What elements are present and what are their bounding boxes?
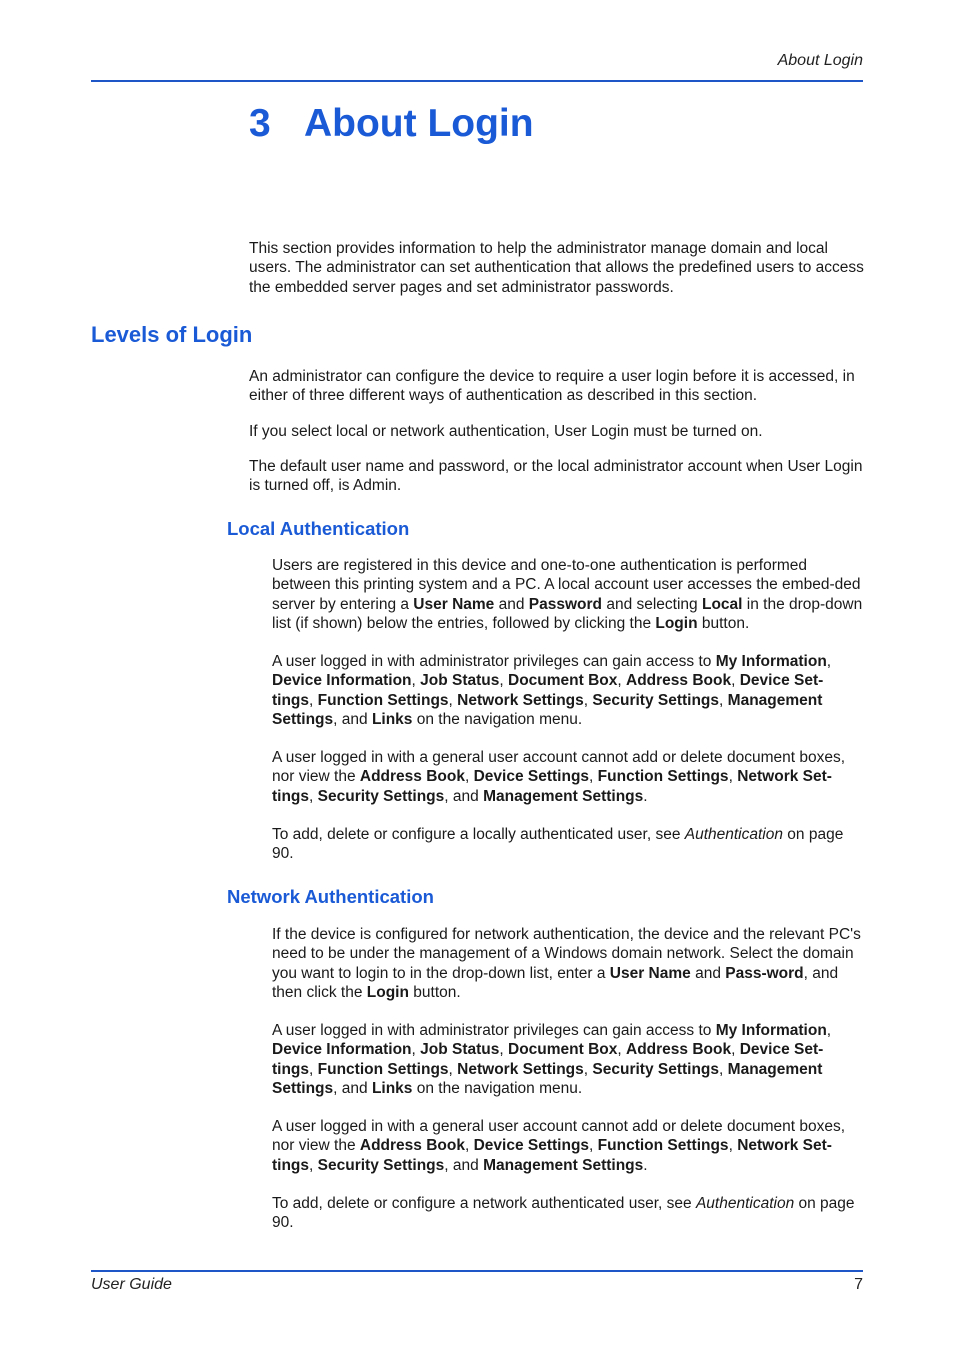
local-paragraph-3: A user logged in with a general user account cannot add or delete document boxes, nor view the Address Book, Device Settings, Function Settings, Network Set-tings, Security Settings, and Management Settings.	[272, 749, 846, 805]
chapter-number: 3	[249, 102, 271, 145]
footer-title: User Guide	[91, 1276, 172, 1293]
footer-rule	[91, 1270, 863, 1272]
levels-paragraph-2: If you select local or network authentication, User Login must be turned on.	[249, 423, 763, 440]
chapter-title-text: About Login	[304, 102, 534, 145]
levels-paragraph-1: An administrator can configure the device to require a user login before it is accessed, in either of three different ways of authentication as described in this section.	[249, 368, 855, 405]
local-paragraph-2: A user logged in with administrator privileges can gain access to My Information, Device Information, Job Status, Document Box, Address Book, Device Set-tings, Function Settings, Network Settings, Security Settings, Management Settings, and Links on the navigation menu.	[272, 653, 832, 728]
network-paragraph-3: A user logged in with a general user account cannot add or delete document boxes, nor view the Address Book, Device Settings, Function Settings, Network Set-tings, Security Settings, and Management Settings.	[272, 1118, 846, 1174]
header-rule	[91, 80, 863, 82]
chapter-title	[249, 102, 534, 146]
cross-reference[interactable]: Authentication	[684, 826, 783, 843]
network-paragraph-1: If the device is configured for network authentication, the device and the relevant PC's need to be under the management of a Windows domain network. Select the domain you want to login to in the drop-down list, enter a User Name and Pass-word, and then click the Login button.	[272, 926, 861, 1001]
network-paragraph-2: A user logged in with administrator privileges can gain access to My Information, Device Information, Job Status, Document Box, Address Book, Device Set-tings, Function Settings, Network Settings, Security Settings, Management Settings, and Links on the navigation menu.	[272, 1022, 832, 1097]
local-paragraph-4: To add, delete or configure a locally authenticated user, see Authentication on page 90.	[272, 826, 844, 863]
cross-reference[interactable]: Authentication	[695, 1195, 795, 1212]
running-header: About Login	[777, 52, 863, 69]
page-number: 7	[854, 1276, 863, 1293]
network-paragraph-4: To add, delete or configure a network authenticated user, see Authentication on page 90.	[272, 1195, 855, 1232]
subsection-heading-local: Local Authentication	[227, 518, 410, 539]
intro-paragraph: This section provides information to help the administrator manage domain and local users. The administrator can set authentication that allows the predefined users to access the embedded server pages and set administrator passwords.	[249, 240, 864, 296]
local-paragraph-1: Users are registered in this device and one-to-one authentication is performed between this printing system and a PC. A local account user accesses the embed-ded server by entering a User Name and Password and selecting Local in the drop-down list (if shown) below the entries, followed by clicking the Login button.	[272, 557, 863, 632]
section-heading-levels: Levels of Login	[91, 322, 253, 347]
subsection-heading-network: Network Authentication	[227, 886, 434, 907]
levels-paragraph-3: The default user name and password, or the local administrator account when User Login is turned off, is Admin.	[249, 458, 863, 495]
